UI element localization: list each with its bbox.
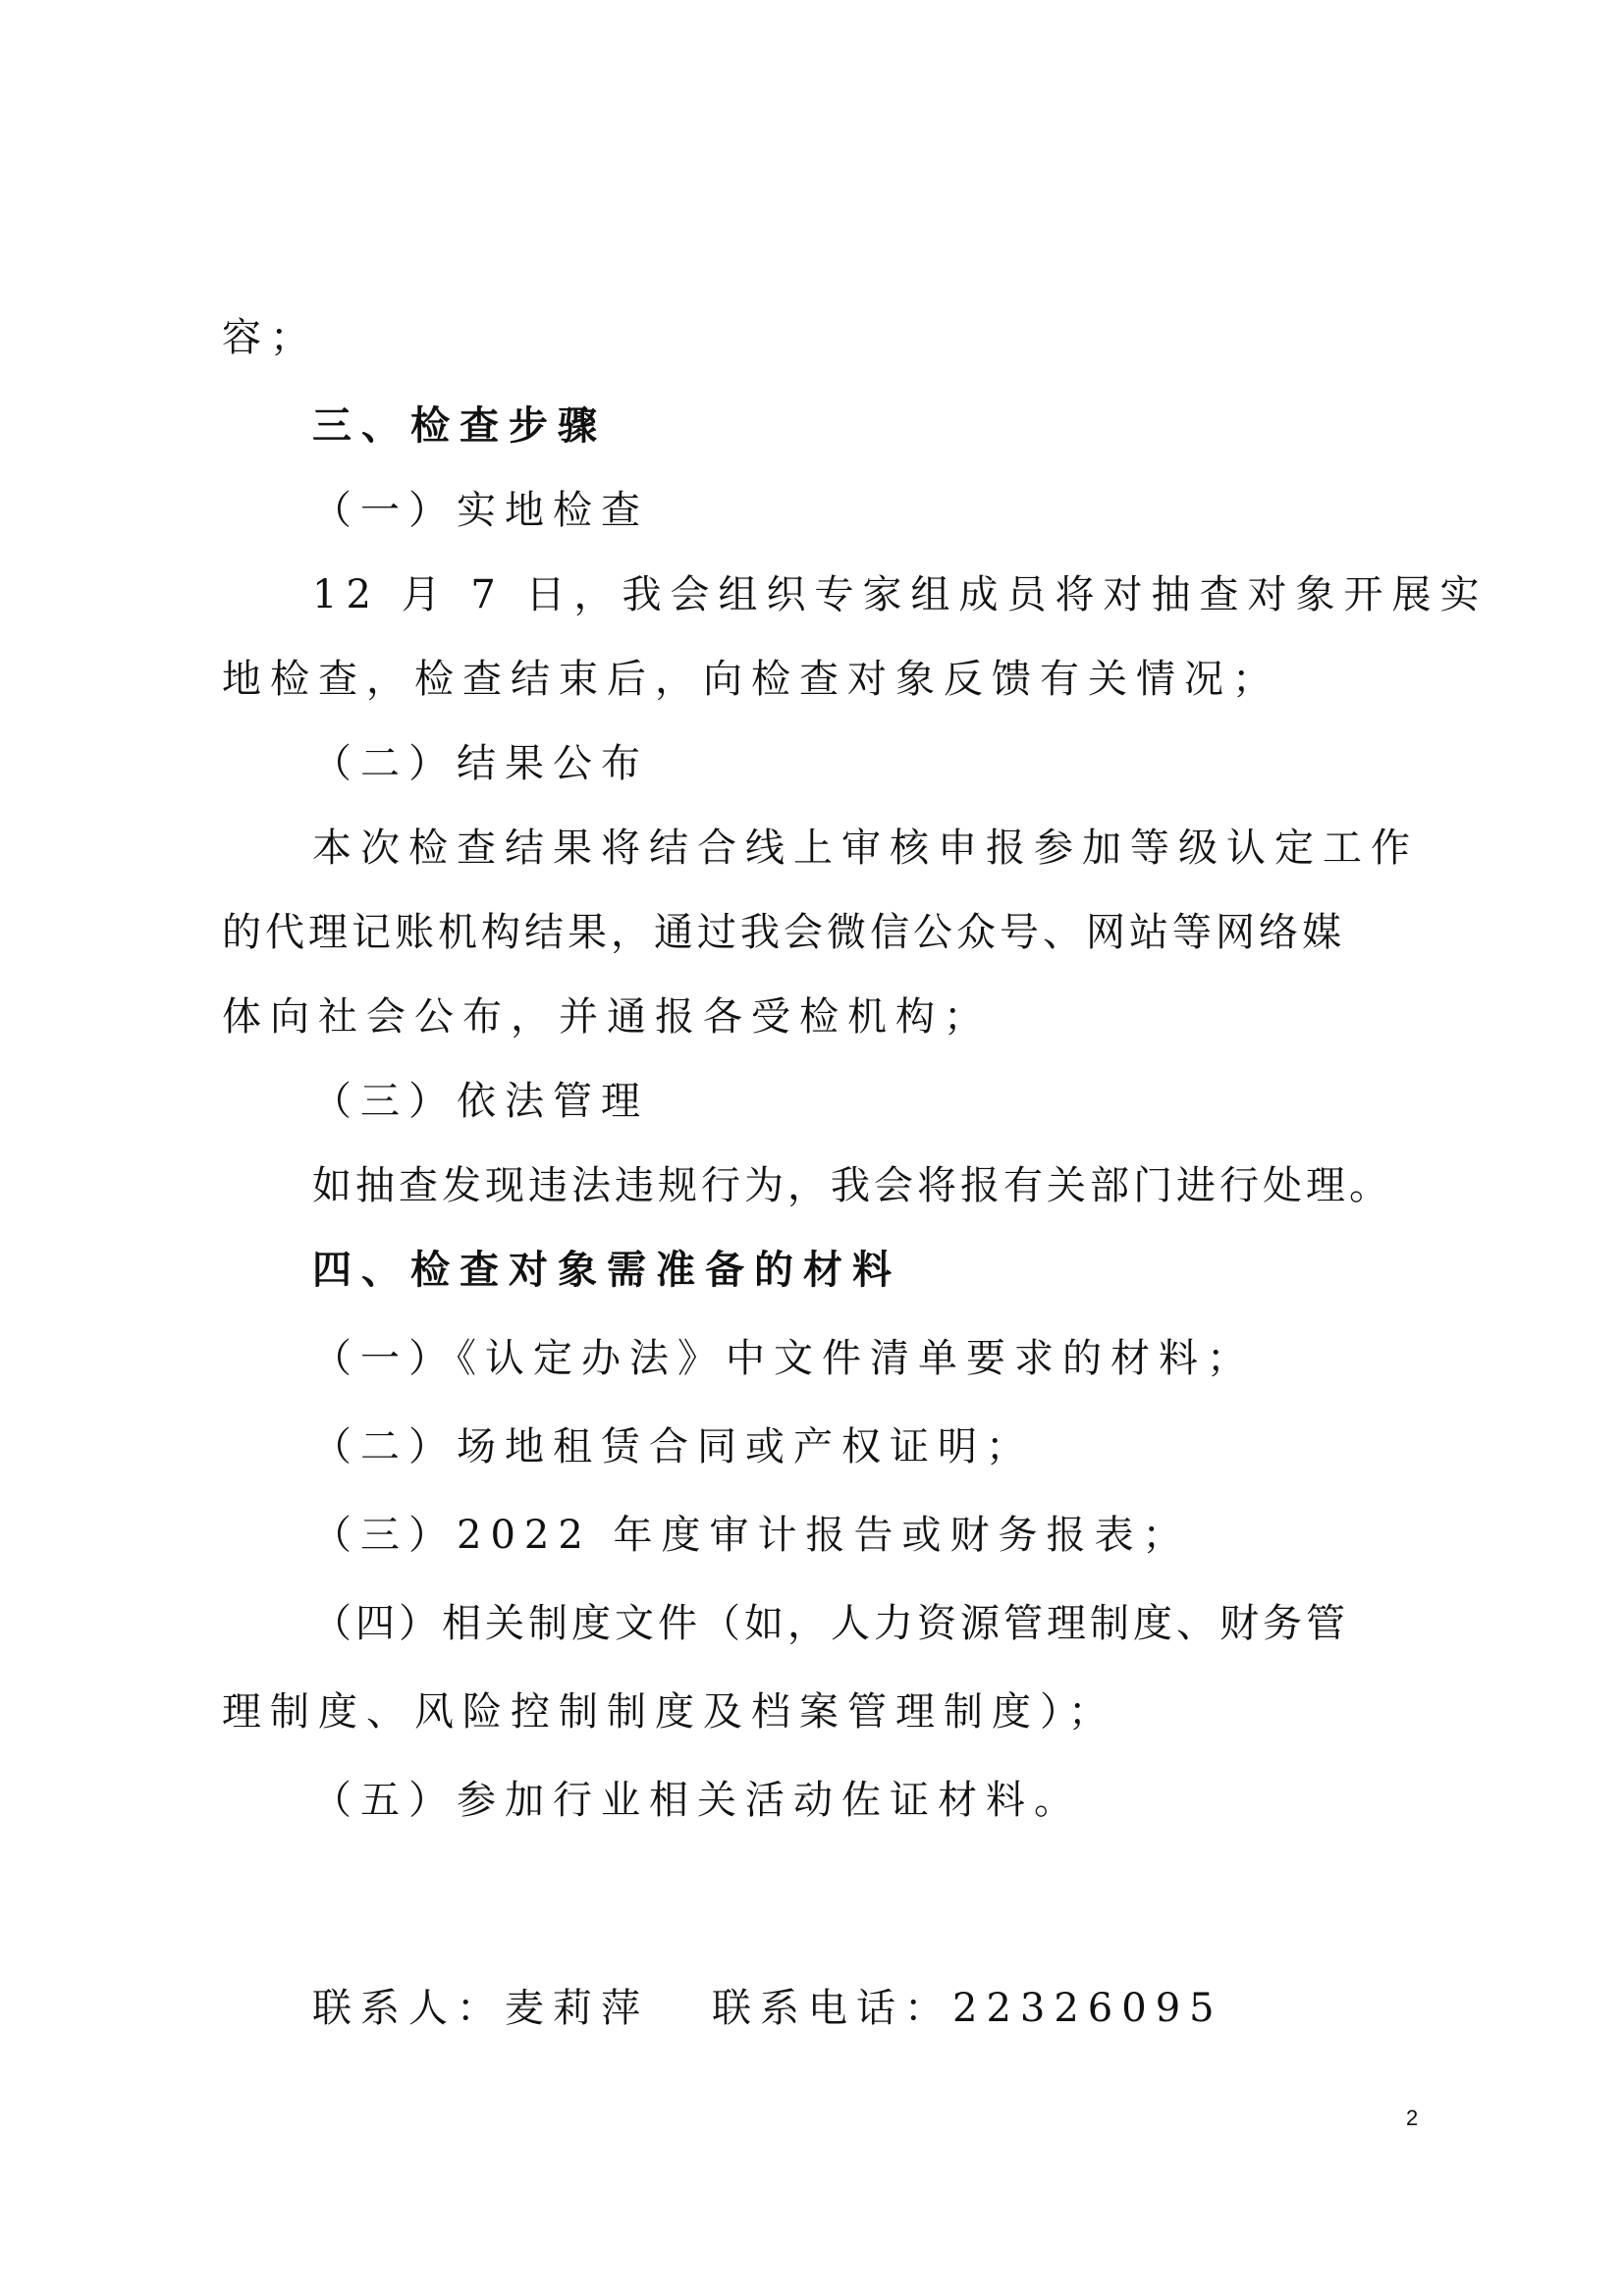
list-item: （四）相关制度文件（如，人力资源管理制度、财务管 <box>312 1601 1349 1646</box>
subheading-onsite-check: （一）实地检查 <box>312 488 649 533</box>
list-item: （三）2022 年度审计报告或财务报表； <box>312 1513 1191 1558</box>
paragraph-line: 的代理记账机构结果，通过我会微信公众号、网站等网络媒 <box>222 910 1345 955</box>
continuation-line: 容； <box>222 315 318 360</box>
subheading-legal-management: （三）依法管理 <box>312 1079 649 1124</box>
list-item: （二）场地租赁合同或产权证明； <box>312 1424 1034 1469</box>
paragraph-line: 本次检查结果将结合线上审核申报参加等级认定工作 <box>312 826 1419 871</box>
list-item-continuation: 理制度、风险控制制度及档案管理制度）； <box>222 1689 1116 1735</box>
list-item: （五）参加行业相关活动佐证材料。 <box>312 1778 1082 1823</box>
list-item: （一）《认定办法》中文件清单要求的材料； <box>312 1336 1255 1381</box>
section-heading-4: 四、检查对象需准备的材料 <box>312 1248 901 1293</box>
contact-person: 联系人：麦莉萍 <box>312 1986 649 2031</box>
paragraph-line: 12 月 7 日，我会组织专家组成员将对抽查对象开展实 <box>312 572 1489 617</box>
contact-phone: 联系电话：22326095 <box>712 1986 1223 2031</box>
paragraph-line: 体向社会公布，并通报各受检机构； <box>222 994 992 1040</box>
page-number: 2 <box>1406 2106 1419 2130</box>
section-heading-3: 三、检查步骤 <box>312 403 607 449</box>
paragraph-line: 如抽查发现违法违规行为，我会将报有关部门进行处理。 <box>312 1163 1392 1208</box>
contact-line <box>312 1983 1223 2034</box>
paragraph-line: 地检查，检查结束后，向检查对象反馈有关情况； <box>222 657 1280 702</box>
subheading-result-publication: （二）结果公布 <box>312 741 649 786</box>
